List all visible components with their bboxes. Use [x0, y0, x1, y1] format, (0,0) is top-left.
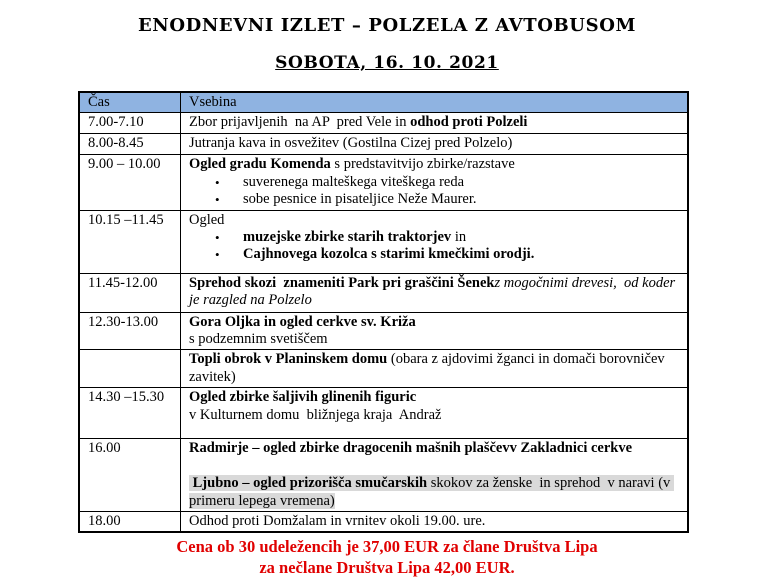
- price-line-members: Cena ob 30 udeležencih je 37,00 EUR za člane Društva Lipa: [176, 537, 598, 557]
- table-row: [79, 113, 688, 134]
- text-span: s predstavitvijo zbirke/razstave: [330, 156, 515, 173]
- table-row: [79, 312, 688, 350]
- time-cell: [79, 312, 181, 350]
- column-header-content-label: Vsebina: [189, 94, 237, 110]
- text-span: odhod proti Polzeli: [410, 114, 528, 131]
- time-cell: [79, 439, 181, 512]
- text-line: [189, 114, 681, 131]
- time-label: 18.00: [88, 513, 121, 530]
- table-row: [79, 439, 688, 512]
- text-span: z mogočnimi drevesi, od koder je razgled na Polzelo: [189, 274, 679, 309]
- text-span: Ogled zbirke šaljivih glinenih figuric: [189, 389, 417, 406]
- content-cell: [181, 134, 689, 155]
- price-line-nonmembers: za nečlane Društva Lipa 42,00 EUR.: [259, 557, 515, 577]
- text-span: Ljubno – ogled prizorišča smučarskih: [189, 475, 428, 492]
- column-header-content: [181, 92, 689, 113]
- text-span: s podzemnim svetiščem: [189, 331, 328, 348]
- bullet-line: [189, 229, 681, 246]
- text-span: muzejske zbirke starih traktorjev: [243, 229, 452, 246]
- text-span: Gora Oljka in ogled cerkve sv. Križa: [189, 313, 416, 330]
- bullet-icon: •: [215, 247, 220, 263]
- text-line: [189, 513, 681, 530]
- text-span: Jutranja kava in osvežitev (Gostilna Cizej pred Polzelo): [189, 135, 513, 152]
- text-span: Ogled gradu Komenda: [189, 156, 331, 173]
- table-row: [79, 210, 688, 273]
- content-cell: [181, 155, 689, 210]
- text-line: [189, 275, 681, 310]
- document-subtitle: SOBOTA, 16. 10. 2021: [275, 53, 499, 73]
- text-line: [189, 212, 681, 229]
- text-span: suverenega malteškega viteškega reda: [243, 173, 465, 190]
- text-line: [189, 135, 681, 152]
- text-span: Odhod proti Domžalam in vrnitev okoli 19.00. ure.: [189, 513, 486, 530]
- bullet-line: [189, 174, 681, 191]
- time-label: 11.45-12.00: [88, 274, 158, 291]
- content-cell: [181, 113, 689, 134]
- text-line: [189, 389, 681, 406]
- time-label: 9.00 – 10.00: [88, 156, 161, 173]
- time-cell: [79, 134, 181, 155]
- text-line: [189, 407, 681, 424]
- column-header-time: [79, 92, 181, 113]
- bullet-line: [189, 246, 681, 263]
- text-span: (obara z ajdovimi žganci in domači borovničev zavitek): [189, 351, 669, 385]
- time-label: 10.15 –11.45: [88, 211, 164, 228]
- time-label: [80, 350, 180, 369]
- table-header-row: [79, 92, 688, 113]
- price-note: [0, 537, 774, 578]
- text-span: v Kulturnem domu bližnjega kraja Andraž: [189, 406, 442, 423]
- time-label: 7.00-7.10: [88, 114, 144, 131]
- bullet-icon: •: [215, 230, 220, 246]
- time-cell: [79, 350, 181, 388]
- text-line: [189, 351, 681, 386]
- table-row: [79, 350, 688, 388]
- text-span: Zbor prijavljenih na AP pred Vele in: [189, 114, 411, 131]
- text-line: [189, 314, 681, 331]
- bullet-line: [189, 191, 681, 208]
- text-line: [189, 475, 681, 510]
- text-span: Ogled: [189, 211, 225, 228]
- text-span: Topli obrok v Planinskem domu: [189, 351, 388, 368]
- document-title: ENODNEVNI IZLET – POLZELA Z AVTOBUSOM: [137, 15, 637, 36]
- table-row: [79, 512, 688, 533]
- time-label: 8.00-8.45: [88, 135, 144, 152]
- table-row: [79, 155, 688, 210]
- schedule-table: [78, 91, 689, 533]
- text-line: [189, 156, 681, 173]
- time-cell: [79, 388, 181, 439]
- table-row: [79, 388, 688, 439]
- time-cell: [79, 210, 181, 273]
- time-cell: [79, 512, 181, 533]
- time-label: 16.00: [88, 440, 121, 457]
- text-span: skokov za ženske in sprehod v naravi (v primeru lepega vremena): [189, 475, 674, 509]
- bullet-icon: •: [215, 174, 220, 190]
- content-cell: [181, 512, 689, 533]
- content-cell: [181, 388, 689, 439]
- time-cell: [79, 113, 181, 134]
- table-row: [79, 134, 688, 155]
- text-line: [189, 440, 681, 457]
- content-cell: [181, 273, 689, 312]
- time-cell: [79, 273, 181, 312]
- content-cell: [181, 439, 689, 512]
- bullet-icon: •: [215, 192, 220, 208]
- text-span: [189, 458, 193, 474]
- time-cell: [79, 155, 181, 210]
- text-span: in: [451, 229, 467, 246]
- time-label: 12.30-13.00: [88, 313, 159, 330]
- text-span: Sprehod skozi znameniti Park pri graščini Šenek: [189, 274, 495, 291]
- text-line: [189, 458, 681, 475]
- text-span: Radmirje – ogled zbirke dragocenih mašnih plaščevv Zakladnici cerkve: [189, 440, 633, 457]
- text-line: [189, 331, 681, 348]
- schedule-table-body: [79, 113, 688, 533]
- content-cell: [181, 210, 689, 273]
- column-header-time-label: Čas: [88, 94, 110, 110]
- text-span: Cajhnovega kozolca s starimi kmečkimi orodji.: [243, 246, 535, 263]
- content-cell: [181, 350, 689, 388]
- table-row: [79, 273, 688, 312]
- content-cell: [181, 312, 689, 350]
- text-span: sobe pesnice in pisateljice Neže Maurer.: [243, 191, 477, 208]
- time-label: 14.30 –15.30: [88, 389, 165, 406]
